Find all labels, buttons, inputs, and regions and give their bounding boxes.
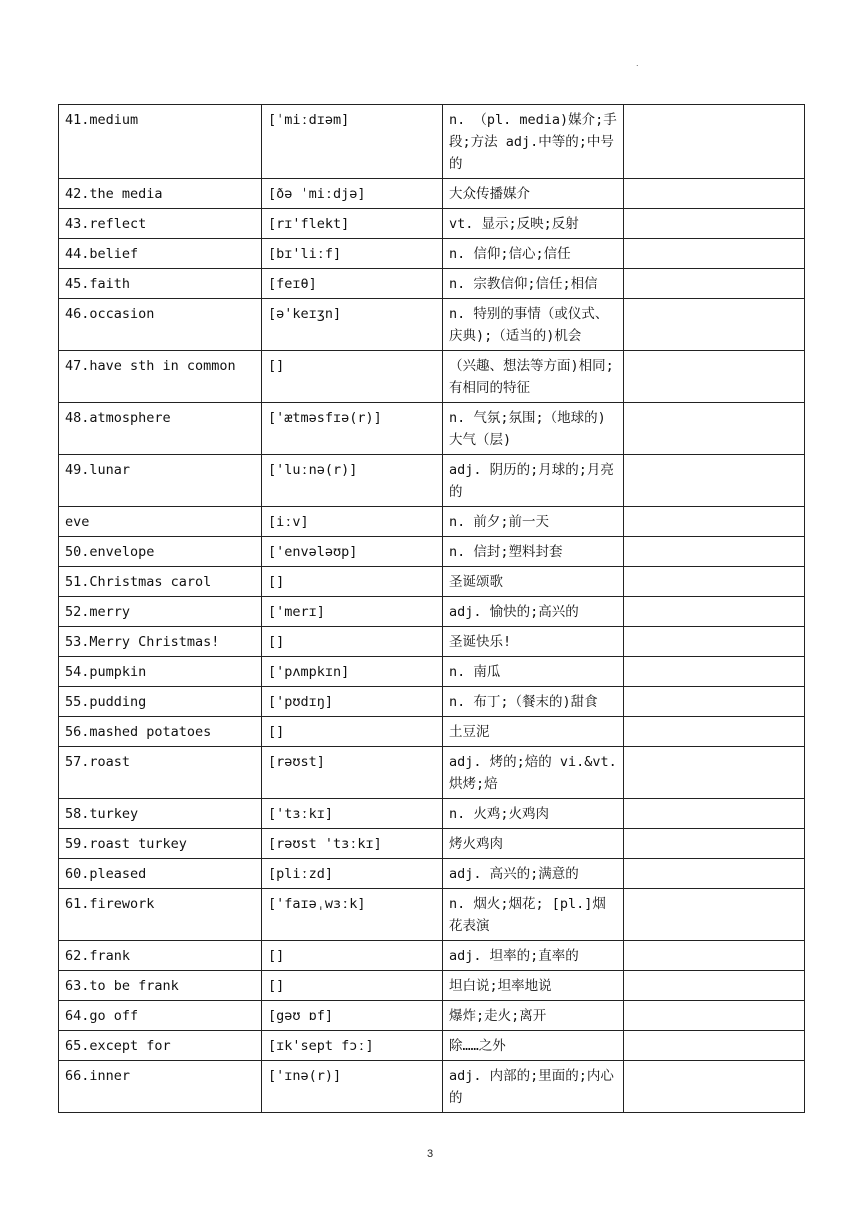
blank-cell — [624, 747, 805, 799]
phonetic-cell: [] — [262, 717, 443, 747]
table-row — [59, 941, 805, 971]
table-row — [59, 209, 805, 239]
vocabulary-table — [58, 104, 805, 1113]
table-row — [59, 239, 805, 269]
blank-cell — [624, 859, 805, 889]
blank-cell — [624, 239, 805, 269]
table-row — [59, 351, 805, 403]
table-row — [59, 299, 805, 351]
blank-cell — [624, 105, 805, 179]
word-cell: 42.the media — [59, 179, 262, 209]
phonetic-cell: [ɪk'sept fɔː] — [262, 1031, 443, 1061]
blank-cell — [624, 455, 805, 507]
phonetic-cell: [] — [262, 627, 443, 657]
word-cell: 54.pumpkin — [59, 657, 262, 687]
blank-cell — [624, 179, 805, 209]
meaning-cell: 坦白说;坦率地说 — [443, 971, 624, 1001]
blank-cell — [624, 971, 805, 1001]
phonetic-cell: [feɪθ] — [262, 269, 443, 299]
table-row — [59, 105, 805, 179]
meaning-cell: vt. 显示;反映;反射 — [443, 209, 624, 239]
blank-cell — [624, 269, 805, 299]
table-row — [59, 455, 805, 507]
blank-cell — [624, 799, 805, 829]
meaning-cell: n. 南瓜 — [443, 657, 624, 687]
table-row — [59, 403, 805, 455]
phonetic-cell: [ə'keɪʒn] — [262, 299, 443, 351]
table-row — [59, 859, 805, 889]
phonetic-cell: ['tɜːkɪ] — [262, 799, 443, 829]
table-row — [59, 657, 805, 687]
word-cell: 50.envelope — [59, 537, 262, 567]
meaning-cell: n. 前夕;前一天 — [443, 507, 624, 537]
meaning-cell: adj. 烤的;焙的 vi.&vt.烘烤;焙 — [443, 747, 624, 799]
meaning-cell: 大众传播媒介 — [443, 179, 624, 209]
blank-cell — [624, 657, 805, 687]
meaning-cell: n. 火鸡;火鸡肉 — [443, 799, 624, 829]
phonetic-cell: [ˈmiːdɪəm] — [262, 105, 443, 179]
meaning-cell: 土豆泥 — [443, 717, 624, 747]
blank-cell — [624, 627, 805, 657]
blank-cell — [624, 351, 805, 403]
blank-cell — [624, 567, 805, 597]
meaning-cell: 圣诞快乐! — [443, 627, 624, 657]
word-cell: 64.go off — [59, 1001, 262, 1031]
word-cell: 47.have sth in common — [59, 351, 262, 403]
meaning-cell: （兴趣、想法等方面)相同;有相同的特征 — [443, 351, 624, 403]
word-cell: 63.to be frank — [59, 971, 262, 1001]
table-row — [59, 687, 805, 717]
blank-cell — [624, 941, 805, 971]
blank-cell — [624, 687, 805, 717]
meaning-cell: n. （pl. media)媒介;手段;方法 adj.中等的;中号的 — [443, 105, 624, 179]
table-row — [59, 179, 805, 209]
table-row — [59, 567, 805, 597]
blank-cell — [624, 597, 805, 627]
word-cell: 52.merry — [59, 597, 262, 627]
blank-cell — [624, 829, 805, 859]
phonetic-cell: [rəʊst 'tɜːkɪ] — [262, 829, 443, 859]
phonetic-cell: ['merɪ] — [262, 597, 443, 627]
table-row — [59, 799, 805, 829]
word-cell: 59.roast turkey — [59, 829, 262, 859]
word-cell: 41.medium — [59, 105, 262, 179]
blank-cell — [624, 537, 805, 567]
table-row — [59, 537, 805, 567]
word-cell: 44.belief — [59, 239, 262, 269]
phonetic-cell: ['ɪnə(r)] — [262, 1061, 443, 1113]
table-row — [59, 747, 805, 799]
table-row — [59, 269, 805, 299]
meaning-cell: 除……之外 — [443, 1031, 624, 1061]
meaning-cell: n. 气氛;氛围;（地球的)大气（层) — [443, 403, 624, 455]
phonetic-cell: [] — [262, 351, 443, 403]
table-row — [59, 829, 805, 859]
meaning-cell: n. 布丁;（餐末的)甜食 — [443, 687, 624, 717]
word-cell: 62.frank — [59, 941, 262, 971]
table-row — [59, 507, 805, 537]
table-row — [59, 597, 805, 627]
phonetic-cell: [] — [262, 971, 443, 1001]
word-cell: 53.Merry Christmas! — [59, 627, 262, 657]
word-cell: 65.except for — [59, 1031, 262, 1061]
table-row — [59, 1031, 805, 1061]
blank-cell — [624, 717, 805, 747]
blank-cell — [624, 1001, 805, 1031]
phonetic-cell: [rəʊst] — [262, 747, 443, 799]
meaning-cell: n. 信仰;信心;信任 — [443, 239, 624, 269]
blank-cell — [624, 403, 805, 455]
phonetic-cell: ['luːnə(r)] — [262, 455, 443, 507]
blank-cell — [624, 889, 805, 941]
phonetic-cell: [iːv] — [262, 507, 443, 537]
word-cell: 60.pleased — [59, 859, 262, 889]
blank-cell — [624, 1061, 805, 1113]
word-cell: 66.inner — [59, 1061, 262, 1113]
phonetic-cell: ['ætməsfɪə(r)] — [262, 403, 443, 455]
phonetic-cell: ['pʌmpkɪn] — [262, 657, 443, 687]
table-row — [59, 1061, 805, 1113]
phonetic-cell: ['faɪəˌwɜːk] — [262, 889, 443, 941]
phonetic-cell: [] — [262, 567, 443, 597]
word-cell: 55.pudding — [59, 687, 262, 717]
word-cell: 48.atmosphere — [59, 403, 262, 455]
phonetic-cell: [bɪ'liːf] — [262, 239, 443, 269]
table-row — [59, 717, 805, 747]
word-cell: eve — [59, 507, 262, 537]
word-cell: 45.faith — [59, 269, 262, 299]
meaning-cell: adj. 愉快的;高兴的 — [443, 597, 624, 627]
page-number: 3 — [426, 1148, 434, 1160]
word-cell: 43.reflect — [59, 209, 262, 239]
phonetic-cell: [gəʊ ɒf] — [262, 1001, 443, 1031]
word-cell: 61.firework — [59, 889, 262, 941]
meaning-cell: adj. 内部的;里面的;内心的 — [443, 1061, 624, 1113]
phonetic-cell: [rɪ'flekt] — [262, 209, 443, 239]
blank-cell — [624, 299, 805, 351]
blank-cell — [624, 209, 805, 239]
phonetic-cell: ['envələʊp] — [262, 537, 443, 567]
meaning-cell: 爆炸;走火;离开 — [443, 1001, 624, 1031]
table-row — [59, 1001, 805, 1031]
word-cell: 57.roast — [59, 747, 262, 799]
phonetic-cell: [pliːzd] — [262, 859, 443, 889]
meaning-cell: 圣诞颂歌 — [443, 567, 624, 597]
meaning-cell: 烤火鸡肉 — [443, 829, 624, 859]
table-row — [59, 971, 805, 1001]
meaning-cell: n. 特别的事情（或仪式、庆典);（适当的)机会 — [443, 299, 624, 351]
meaning-cell: n. 信封;塑料封套 — [443, 537, 624, 567]
vocabulary-table-body — [59, 105, 805, 1113]
phonetic-cell: ['pʊdɪŋ] — [262, 687, 443, 717]
phonetic-cell: [] — [262, 941, 443, 971]
word-cell: 46.occasion — [59, 299, 262, 351]
table-row — [59, 627, 805, 657]
blank-cell — [624, 507, 805, 537]
corner-mark: . — [636, 58, 639, 68]
word-cell: 56.mashed potatoes — [59, 717, 262, 747]
meaning-cell: adj. 坦率的;直率的 — [443, 941, 624, 971]
word-cell: 49.lunar — [59, 455, 262, 507]
meaning-cell: adj. 阴历的;月球的;月亮的 — [443, 455, 624, 507]
table-row — [59, 889, 805, 941]
phonetic-cell: [ðə ˈmiːdjə] — [262, 179, 443, 209]
meaning-cell: n. 宗教信仰;信任;相信 — [443, 269, 624, 299]
meaning-cell: adj. 高兴的;满意的 — [443, 859, 624, 889]
meaning-cell: n. 烟火;烟花; [pl.]烟花表演 — [443, 889, 624, 941]
word-cell: 58.turkey — [59, 799, 262, 829]
word-cell: 51.Christmas carol — [59, 567, 262, 597]
blank-cell — [624, 1031, 805, 1061]
